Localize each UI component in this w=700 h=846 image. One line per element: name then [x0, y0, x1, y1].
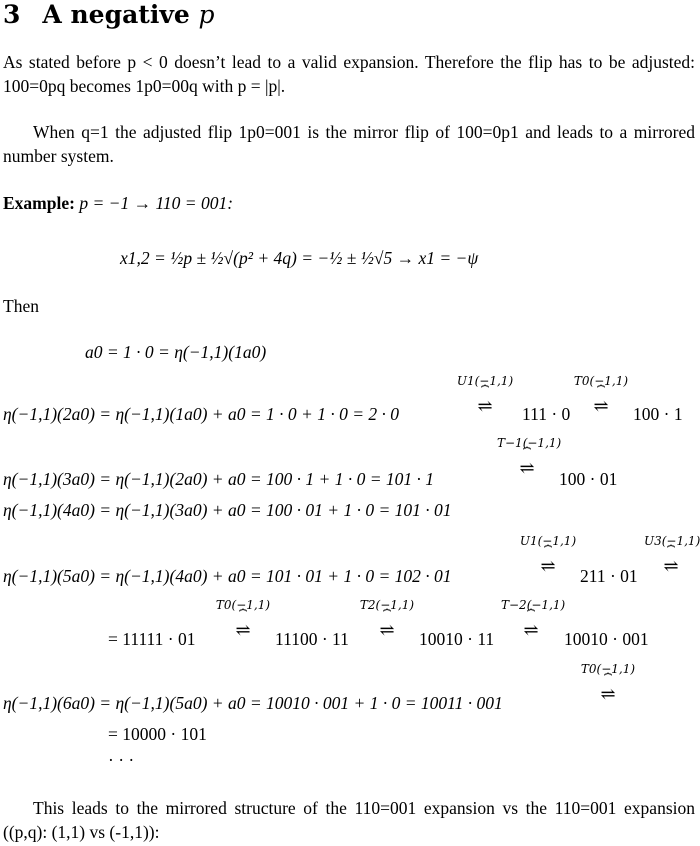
- equation-line-5d: 10010 · 001: [564, 629, 649, 649]
- example-text: p = −1 → 110 = 001:: [79, 193, 234, 213]
- brace-icon: ⏞: [239, 609, 247, 624]
- flip-arrow-label: T−1(−1,1): [497, 436, 562, 450]
- brace-icon: ⏞: [667, 545, 675, 560]
- brace-icon: ⏞: [523, 447, 531, 462]
- ellipsis: · · ·: [108, 750, 135, 770]
- flip-arrow-7: [357, 598, 417, 640]
- brace-icon: ⏞: [383, 609, 391, 624]
- flip-arrow-2: [571, 374, 631, 416]
- section-number: 3: [3, 0, 21, 29]
- equation-line-4: η(−1,1)(5a0) = η(−1,1)(4a0) + a0 = 101 · 01 + 1 · 0 = 102 · 01: [3, 566, 452, 586]
- harpoon-icon: ⇌: [540, 556, 556, 577]
- harpoon-icon: ⇌: [477, 396, 493, 417]
- equation-line-4b: 211 · 01: [580, 566, 638, 586]
- flip-arrow-label: T2(−1,1): [359, 598, 415, 612]
- section-title: A negative: [42, 0, 190, 29]
- flip-arrow-label: U3(−1,1): [644, 534, 700, 548]
- harpoon-icon: ⇌: [600, 684, 616, 705]
- paragraph-intro: As stated before p < 0 doesn’t lead to a valid expansion. Therefore the flip has to be adjusted: 100=0pq becomes 1p0=00q with p = |p|.: [3, 52, 695, 96]
- section-title-variable: p: [198, 0, 215, 29]
- example-label: Example:: [3, 193, 75, 213]
- equation-line-2b: 100 · 01: [559, 469, 618, 489]
- equation-line-7: = 10000 · 101: [108, 724, 207, 744]
- flip-arrow-4: [518, 534, 578, 576]
- equation-line-6: η(−1,1)(6a0) = η(−1,1)(5a0) + a0 = 10010 · 001 + 1 · 0 = 10011 · 001: [3, 693, 503, 713]
- paragraph-mirror: When q=1 the adjusted flip 1p0=001 is the mirror flip of 100=0p1 and leads to a mirrored number system.: [3, 122, 695, 166]
- flip-arrow-label: U1(−1,1): [519, 534, 577, 548]
- brace-icon: ⏞: [597, 385, 605, 400]
- flip-arrow-label: T0(−1,1): [580, 662, 636, 676]
- brace-icon: ⏞: [527, 609, 535, 624]
- brace-icon: ⏞: [604, 673, 612, 688]
- flip-arrow-label: T0(−1,1): [215, 598, 271, 612]
- harpoon-icon: ⇌: [593, 396, 609, 417]
- flip-arrow-1: [455, 374, 515, 416]
- harpoon-icon: ⇌: [663, 556, 679, 577]
- flip-arrow-label: U1(−1,1): [456, 374, 514, 388]
- harpoon-icon: ⇌: [519, 458, 535, 479]
- equation-line-0: a0 = 1 · 0 = η(−1,1)(1a0): [85, 342, 267, 362]
- brace-icon: ⏞: [544, 545, 552, 560]
- equation-line-5c: 10010 · 11: [419, 629, 495, 649]
- equation-line-3: η(−1,1)(4a0) = η(−1,1)(3a0) + a0 = 100 · 01 + 1 · 0 = 101 · 01: [3, 500, 452, 520]
- equation-line-2: η(−1,1)(3a0) = η(−1,1)(2a0) + a0 = 100 · 1 + 1 · 0 = 101 · 1: [3, 469, 435, 489]
- section-heading: [3, 0, 214, 29]
- flip-arrow-5: [644, 534, 698, 576]
- flip-arrow-8: [501, 598, 566, 641]
- brace-icon: ⏞: [481, 385, 489, 400]
- flip-arrow-6: [213, 598, 273, 640]
- harpoon-icon: ⇌: [523, 620, 539, 641]
- paragraph-mirrored-structure: This leads to the mirrored structure of the 110=001 expansion vs the 110=001 expansion ((p,q): (1,1) vs (-1,1)):: [3, 798, 695, 842]
- equation-line-1b: 111 · 0: [522, 404, 571, 424]
- root-equation: x1,2 = ½p ± ½√(p² + 4q) = −½ ± ½√5 → x1 = −ψ: [120, 248, 479, 268]
- flip-arrow-9: [578, 662, 638, 704]
- example-line: [3, 193, 233, 214]
- flip-arrow-label: T0(−1,1): [573, 374, 629, 388]
- harpoon-icon: ⇌: [379, 620, 395, 641]
- then-text: Then: [3, 296, 39, 316]
- flip-arrow-3: [497, 436, 562, 479]
- equation-line-5a: = 11111 · 01: [108, 629, 196, 649]
- harpoon-icon: ⇌: [235, 620, 251, 641]
- flip-arrow-label: T−2(−1,1): [501, 598, 566, 612]
- equation-line-5b: 11100 · 11: [275, 629, 349, 649]
- equation-line-1c: 100 · 1: [633, 404, 683, 424]
- equation-line-1: η(−1,1)(2a0) = η(−1,1)(1a0) + a0 = 1 · 0 + 1 · 0 = 2 · 0: [3, 404, 400, 424]
